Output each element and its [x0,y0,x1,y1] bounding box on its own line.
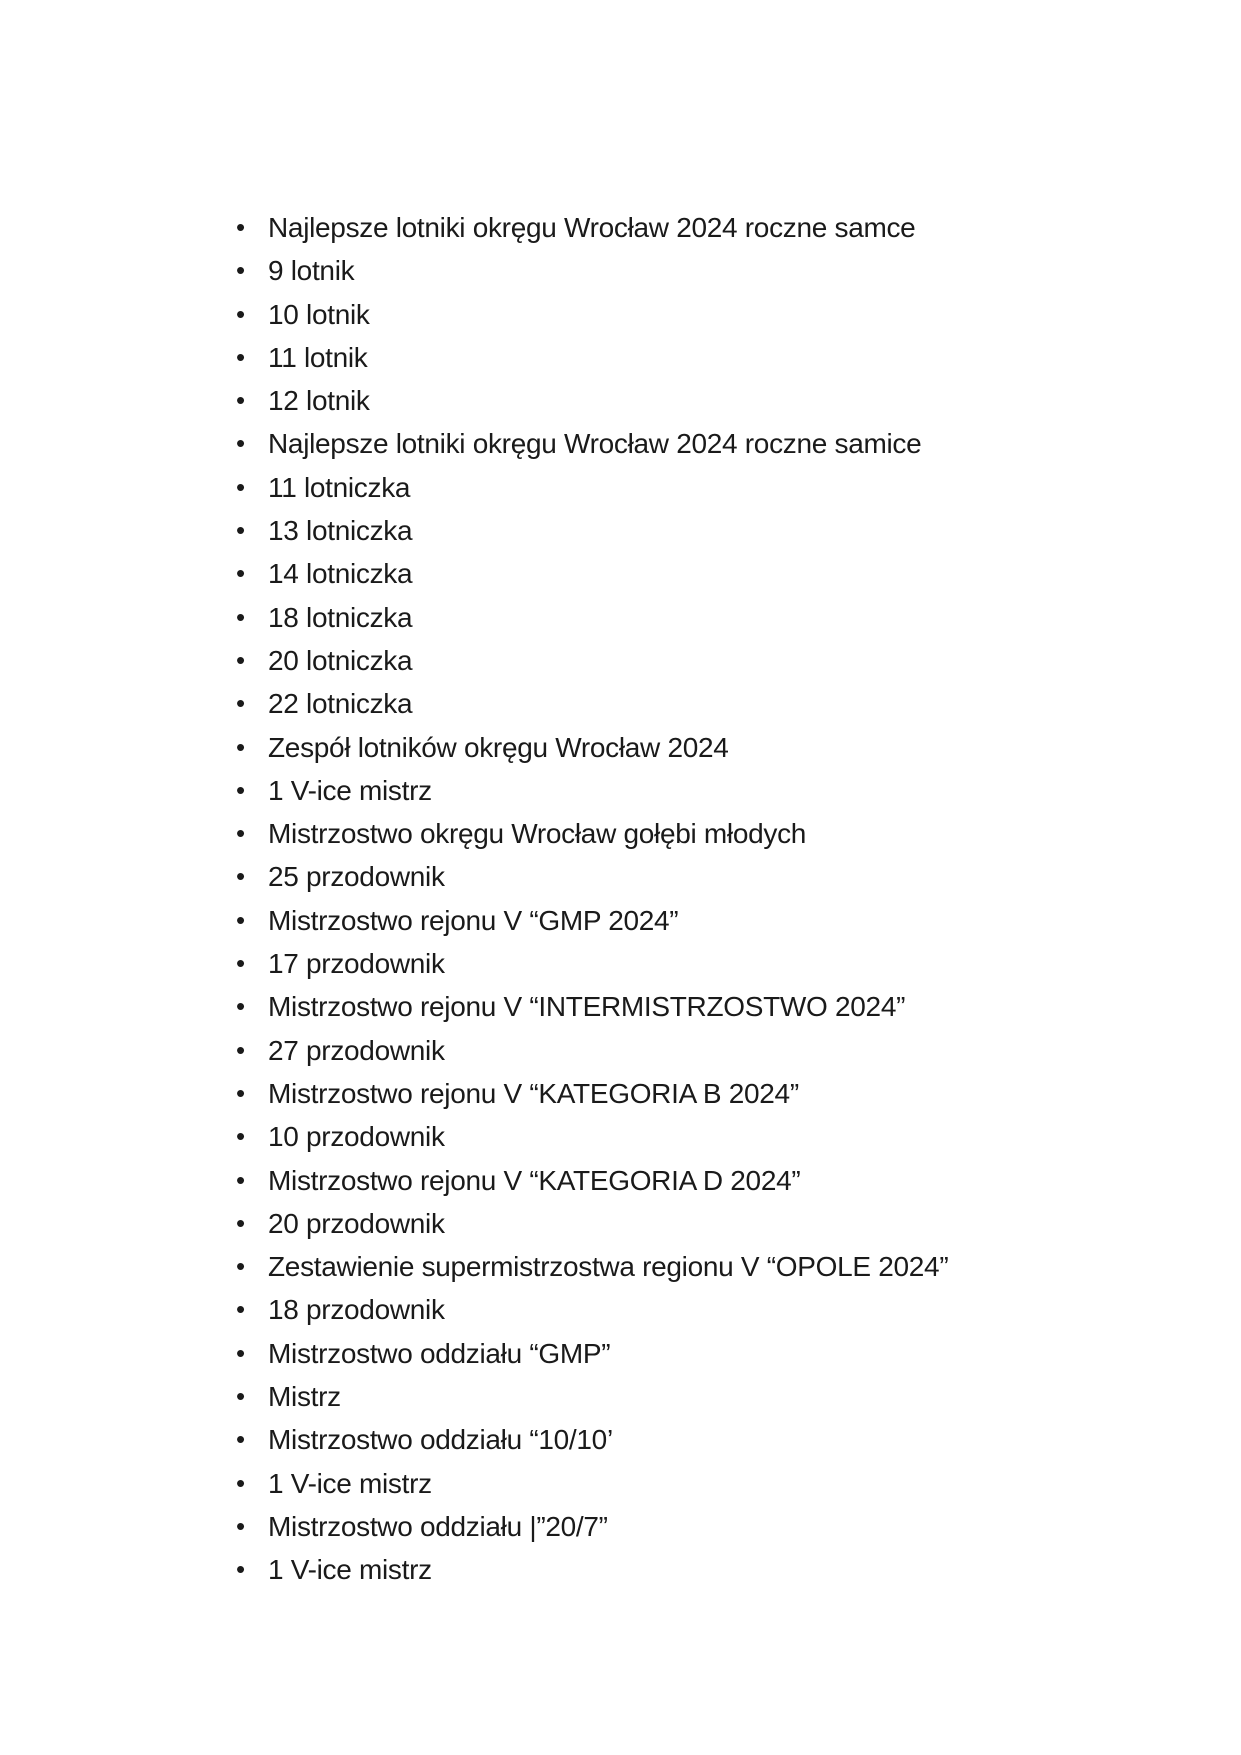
list-item: • 11 lotniczka [268,466,1241,509]
list-item: • 22 lotniczka [268,682,1241,725]
list-item: • 18 lotniczka [268,596,1241,639]
list-item: • 27 przodownik [268,1029,1241,1072]
list-item: • Mistrzostwo rejonu V “KATEGORIA D 2024” [268,1159,1241,1202]
list-item: • 9 lotnik [268,249,1241,292]
list-item: • 1 V-ice mistrz [268,769,1241,812]
list-item: • Mistrzostwo oddziału |”20/7” [268,1505,1241,1548]
list-item: • 17 przodownik [268,942,1241,985]
list-item: • Najlepsze lotniki okręgu Wrocław 2024 roczne samice [268,422,1241,465]
list-item: • 25 przodownik [268,855,1241,898]
list-item: • 1 V-ice mistrz [268,1548,1241,1591]
list-item: • 20 przodownik [268,1202,1241,1245]
list-item: • Mistrzostwo okręgu Wrocław gołębi młodych [268,812,1241,855]
list-item: • 12 lotnik [268,379,1241,422]
list-item: • 10 lotnik [268,293,1241,336]
list-item: • Najlepsze lotniki okręgu Wrocław 2024 roczne samce [268,206,1241,249]
list-item: • 14 lotniczka [268,552,1241,595]
list-item: • Mistrzostwo rejonu V “KATEGORIA B 2024” [268,1072,1241,1115]
list-item: • Mistrz [268,1375,1241,1418]
list-item: • Mistrzostwo rejonu V “INTERMISTRZOSTWO 2024” [268,985,1241,1028]
list-item: • 13 lotniczka [268,509,1241,552]
list-item: • 20 lotniczka [268,639,1241,682]
list-item: • Mistrzostwo oddziału “GMP” [268,1332,1241,1375]
list-item: • Zestawienie supermistrzostwa regionu V “OPOLE 2024” [268,1245,1241,1288]
list-item: • Mistrzostwo oddziału “10/10’ [268,1418,1241,1461]
list-item: • Zespół lotników okręgu Wrocław 2024 [268,726,1241,769]
list-item: • 18 przodownik [268,1288,1241,1331]
list-item: • 11 lotnik [268,336,1241,379]
list-item: • 1 V-ice mistrz [268,1462,1241,1505]
list-item: • Mistrzostwo rejonu V “GMP 2024” [268,899,1241,942]
list-item: • 10 przodownik [268,1115,1241,1158]
